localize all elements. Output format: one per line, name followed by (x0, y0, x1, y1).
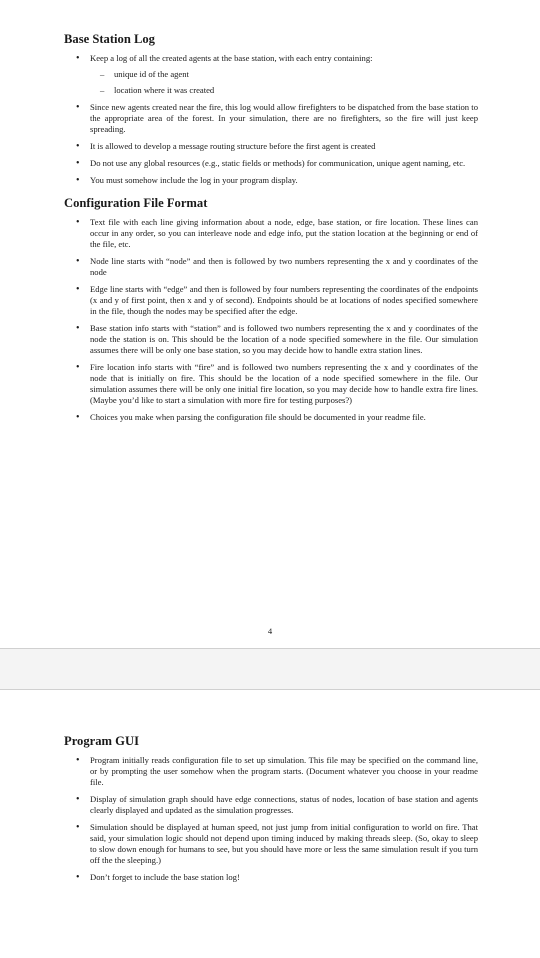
list-item: • Do not use any global resources (e.g., static fields or methods) for communication, unique agent naming, etc. (64, 158, 478, 169)
list-item: • Base station info starts with “station” and is followed two numbers representing the x and y coordinates of the node the station is on. This should be the location of a node specified somewhere in the file. Our simulation assumes there will be only one base station, so you may decide how to handle extra station lines. (64, 323, 478, 356)
sub-list-item: – unique id of the agent (90, 69, 478, 80)
base-station-log-list (64, 53, 478, 186)
list-item: • Since new agents created near the fire, this log would allow firefighters to be dispatched from the base station to the appropriate area of the forest. In your simulation, there are no firefighters, so the fire will just keep spreading. (64, 102, 478, 135)
sub-list (90, 69, 478, 96)
page-5 (0, 690, 540, 958)
list-item: • It is allowed to develop a message routing structure before the first agent is created (64, 141, 478, 152)
configuration-file-format-list (64, 217, 478, 423)
program-gui-list (64, 755, 478, 883)
list-item: • Text file with each line giving information about a node, edge, base station, or fire location. These lines can occur in any order, so you can interleave node and edge info, put the station location at the beginning or end of the file, etc. (64, 217, 478, 250)
page-number: 4 (267, 626, 273, 636)
list-item: • Don’t forget to include the base station log! (64, 872, 478, 883)
list-item: • Display of simulation graph should have edge connections, status of nodes, location of base station and agents clearly displayed and updated as the simulation progresses. (64, 794, 478, 816)
list-item (64, 53, 478, 96)
list-item: • Choices you make when parsing the configuration file should be documented in your readme file. (64, 412, 478, 423)
list-item: • Program initially reads configuration file to set up simulation. This file may be specified on the command line, or by prompting the user somehow when the program starts. (Document whatever you choose in your readme file. (64, 755, 478, 788)
sub-list-item: – location where it was created (90, 85, 478, 96)
page-separator (0, 648, 540, 690)
list-item: • Edge line starts with “edge” and then is followed by four numbers representing the coordinates of the endpoints (x and y of first point, then x and y of second). Endpoints should be at locations of nodes specified somewhere in the file, though the nodes may be specified after the edge. (64, 284, 478, 317)
section-title-base-station-log: Base Station Log (64, 32, 155, 46)
page-4-content (64, 32, 478, 429)
list-item: • Fire location info starts with “fire” and is followed two numbers representing the x and y coordinates of the node that is initially on fire. This should be the location of a node specified somewhere in the file. Our simulation assumes there will be only one initial fire location, so you may decide how to handle extra fire lines. (Maybe you’d like to start a simulation with more fire for testing purposes?) (64, 362, 478, 406)
list-item-text: Keep a log of all the created agents at the base station, with each entry containing: (90, 53, 373, 63)
list-item: • You must somehow include the log in your program display. (64, 175, 478, 186)
list-item: • Simulation should be displayed at human speed, not just jump from initial configuration to world on fire. That said, your simulation logic should not depend upon timing induced by making threads sleep. (So, okay to sleep to slow down enough for humans to see, but you should have more or less the same simulation result if you turn off the the sleeping.) (64, 822, 478, 866)
page-5-content (64, 734, 478, 889)
section-title-program-gui: Program GUI (64, 734, 139, 748)
section-title-configuration-file-format: Configuration File Format (64, 196, 208, 210)
list-item: • Node line starts with “node” and then is followed by two numbers representing the x and y coordinates of the node (64, 256, 478, 278)
